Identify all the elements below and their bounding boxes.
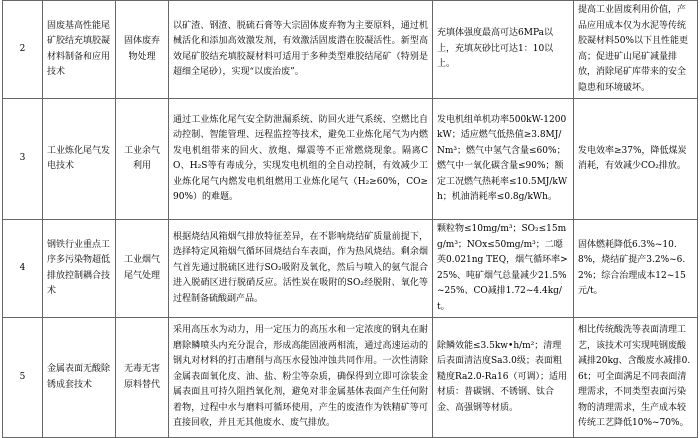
technology-table <box>2 0 698 438</box>
technology-description: 通过工业炼化尾气安全防泄漏系统、防回火进气系统、空燃比自动控制、智能管理、远程监控等技术，避免工业炼化尾气为内燃发电机组带来的回火、放炮、爆震等不正常燃烧现象。隔离CO、H₂S等有毒成分，实现发电机组的全自动控制，有效减少工业炼化尾气内燃发电机组燃用工业炼化尾气（H₂≥60%，CO≥90%）的难题。 <box>169 99 433 220</box>
table-row <box>3 99 698 220</box>
table-row <box>3 1 698 99</box>
technology-description: 以矿渣、钢渣、脱硫石膏等大宗固体废弃物为主要原料，通过机械活化和添加高效激发剂，有效激活固废潜在胶凝活性。新型高效尾矿胶结充填胶凝材料可适用于多种类型难胶结尾矿（特别是超细全尾砂），实现“以废治废”。 <box>169 1 433 99</box>
technology-name: 固废基高性能尾矿胶结充填胶凝材料制备和应用技术 <box>43 1 116 99</box>
technology-category: 工业烟气尾气处理 <box>116 220 169 318</box>
row-number: 3 <box>3 99 43 220</box>
technology-indicators: 除鳞效能≤3.5kw•h/m²；清理后表面清洁度Sa3.0级；表面粗糙度Ra2.0-Ra16（可调）；适用材质：普碳钢、不锈钢、钛合金、高强钢等材质。 <box>433 318 574 438</box>
technology-category: 固体废弃物处理 <box>116 1 169 99</box>
row-number: 5 <box>3 318 43 438</box>
technology-benefits: 相比传统酸洗等表面清理工艺，该技术可实现吨钢废酸减排20kg、含酸废水减排0.6t；可全面满足不同表面清理需求，不同类型表面污染物的清理需求，生产成本较传统工艺降低10%~70%。 <box>574 318 698 438</box>
technology-benefits: 固体燃耗降低6.3%~10.8%，烧结矿提产3.2%~6.2%；综合治理成本12~15元/t。 <box>574 220 698 318</box>
row-number: 2 <box>3 1 43 99</box>
technology-name: 工业炼化尾气发电技术 <box>43 99 116 220</box>
technology-benefits: 发电效率≥37%，降低煤炭消耗，有效减少CO₂排放。 <box>574 99 698 220</box>
technology-indicators: 充填体强度最高可达6MPa以上，充填灰砂比可达1：10以上。 <box>433 1 574 99</box>
technology-name: 钢铁行业重点工序多污染物超低排放控制耦合技术 <box>43 220 116 318</box>
table-row <box>3 220 698 318</box>
technology-benefits: 提高工业固废利用价值，产品应用成本仅为水泥等传统胶凝材料50%以下且性能更高；促进矿山尾矿减量排放，消除尾矿库带来的安全隐患和环境破坏。 <box>574 1 698 99</box>
technology-description: 采用高压水为动力，用一定压力的高压水和一定浓度的钢丸在耐磨除鳞喷头内充分混合，形成高能固液两相流，通过高速运动的钢丸对材料的打击磨削与高压水侵蚀冲蚀共同作用。一次性清除金属表面氧化皮、油、盐、粉尘等杂质，确保得到立即可涂装金属表面且可持久阻挡氧化剂，避免对非金属基体表面产生任何附着物，过程中水与磨料可循环使用，产生的废渣作为铁精矿等可直接回收，并且无其他废水、废气排放。 <box>169 318 433 438</box>
row-number: 4 <box>3 220 43 318</box>
technology-indicators: 发电机组单机功率500kW-1200kW；适应燃气低热值≥3.8MJ/Nm³；燃气中氢气含量≤60%；燃气中一氧化碳含量≤90%；额定工况燃气热耗率≤10.5MJ/kWh；机油消耗率≤0.8g/kWh。 <box>433 99 574 220</box>
technology-name: 金属表面无酸除锈成套技术 <box>43 318 116 438</box>
technology-description: 根据烧结风箱烟气排放特征差异，在不影响烧结矿质量前提下，选择特定风箱烟气循环回烧结台车表面，作为热风烧结。剩余烟气首先通过脱硫区进行SO₂吸附及氧化，然后与喷入的氨气混合进入脱硝区进行脱硝反应。活性炭在吸附的SO₂经脱附、氧化等过程制备硫酸副产品。 <box>169 220 433 318</box>
technology-category: 工业余气利用 <box>116 99 169 220</box>
table-row <box>3 318 698 438</box>
technology-indicators: 颗粒物≤10mg/m³；SO₂≤15mg/m³；NOx≤50mg/m³；二噁英0.021ng TEQ，烟气循环率>25%、吨矿烟气总量减少21.5%~25%、CO减排1.72~4.4kg/t。 <box>433 220 574 318</box>
technology-category: 无毒无害原料替代 <box>116 318 169 438</box>
